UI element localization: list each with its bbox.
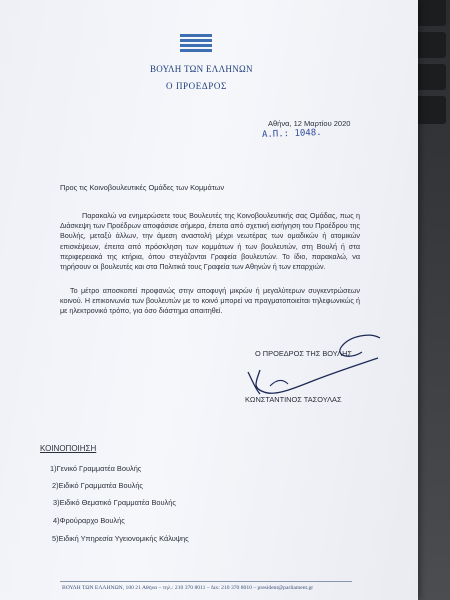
cc-item: 3)Ειδικό Θεματικό Γραμματέα Βουλής (53, 498, 176, 507)
letterhead-parliament: ΒΟΥΛΗ ΤΩΝ ΕΛΛΗΝΩΝ (150, 64, 253, 74)
cc-item: 4)Φρούραρχο Βουλής (53, 516, 125, 525)
letterhead-office: Ο ΠΡΟΕΔΡΟΣ (166, 81, 227, 91)
signatory-name: ΚΩΝΣΤΑΝΤΙΝΟΣ ΤΑΣΟΥΛΑΣ (245, 395, 342, 404)
signatory-title: Ο ΠΡΟΕΔΡΟΣ ΤΗΣ ΒΟΥΛΗΣ (255, 349, 352, 358)
handwritten-reference: Α.Π.: 1048. (261, 127, 322, 141)
cc-title: ΚΟΙΝΟΠΟΙΗΣΗ (40, 444, 97, 453)
letter-date: Αθήνα, 12 Μαρτίου 2020 (268, 119, 351, 128)
footer-divider (60, 581, 352, 582)
parliament-crest-icon (180, 34, 212, 56)
cc-item: 2)Ειδικό Γραμματέα Βουλής (52, 481, 143, 490)
body-paragraph: Το μέτρο αποσκοπεί προφανώς στην αποφυγή μικρών ή μεγαλύτερων συγκεντρώσεων κοινού. Η επικοινωνία των βουλευτών με το κοινό μπορεί να πραγματοποιείται τηλεφωνικώς ή με ηλεκτρονικό τρόπο, για όσο διάστημα απαιτηθεί. (60, 286, 360, 316)
cc-item: 1)Γενικό Γραμματέα Βουλής (50, 464, 142, 473)
body-paragraph: Παρακαλώ να ενημερώσετε τους Βουλευτές της Κοινοβουλευτικής σας Ομάδας, πως η Διάσκεψη των Προέδρων αποφάσισε σήμερα, έπειτα από σχετική εισήγηση του Προέδρου της Βουλής, μεταξύ άλλων, την άμεση αναστολή μέχρι νεωτέρας των ομαδικών ή ατομικών επισκέψεων, έπειτα από πρόσκληση των κομμάτων ή των βουλευτών, στη Βουλή ή στα περιφερειακά της κτήρια, όπου στεγάζονται Γραφεία βουλευτών. Το ίδιο, παρακαλώ, να τηρήσουν οι βουλευτές και στα Πολιτικά τους Γραφεία των Αθηνών ή των επαρχιών. (60, 211, 360, 272)
footer-contact: ΒΟΥΛΗ ΤΩΝ ΕΛΛΗΝΩΝ, 100 21 Αθήνα – τηλ.: 210 370 8011 – fax: 210 370 8010 – president@parliament.gr (62, 585, 314, 591)
recipient-line: Προς τις Κοινοβουλευτικές Ομάδες των Κομμάτων (60, 183, 225, 192)
cc-item: 5)Ειδική Υπηρεσία Υγειονομικής Κάλυψης (52, 534, 189, 543)
handwritten-signature (230, 330, 390, 400)
